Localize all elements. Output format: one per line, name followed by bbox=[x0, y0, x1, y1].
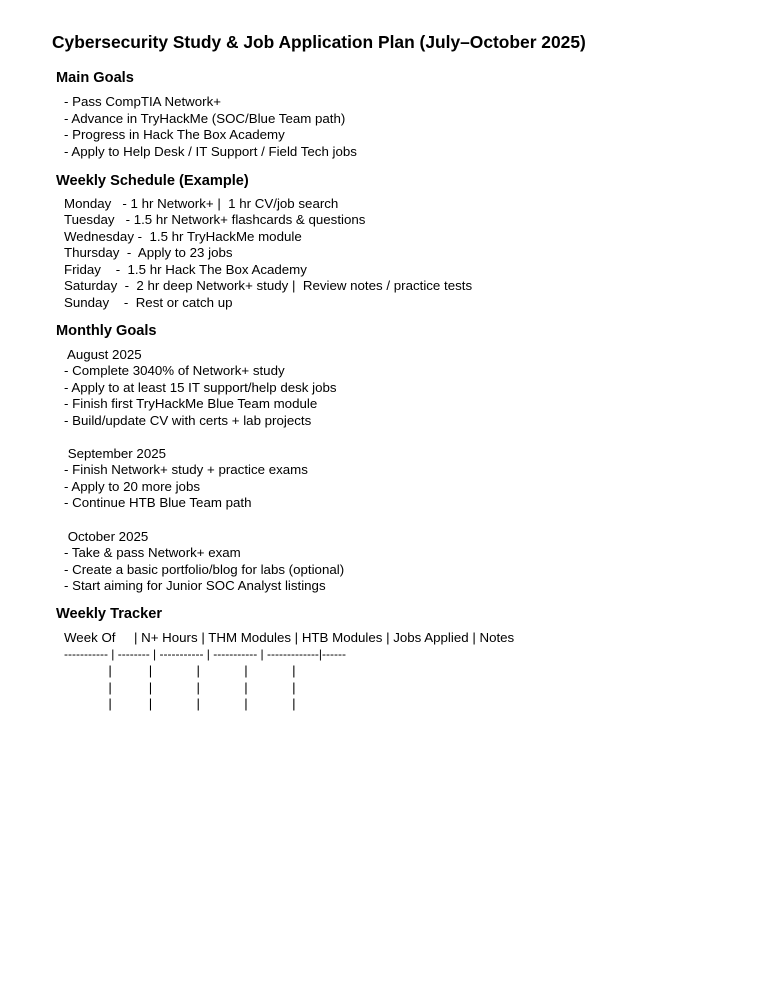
tracker-header-row: Week Of | N+ Hours | THM Modules | HTB Modules | Jobs Applied | Notes bbox=[64, 630, 515, 645]
august-goal-item: - Apply to at least 15 IT support/help desk jobs bbox=[64, 380, 337, 395]
weekly-tracker-heading: Weekly Tracker bbox=[56, 606, 163, 622]
october-goal-item: - Create a basic portfolio/blog for labs (optional) bbox=[64, 562, 345, 577]
month-title-september: September 2025 bbox=[64, 446, 167, 461]
tracker-empty-row: | | | | | bbox=[64, 696, 296, 711]
tracker-empty-row: | | | | | bbox=[64, 663, 296, 678]
october-goal-item: - Take & pass Network+ exam bbox=[64, 545, 241, 560]
september-goal-item: - Continue HTB Blue Team path bbox=[64, 495, 252, 510]
schedule-line-monday: Monday - 1 hr Network+ | 1 hr CV/job search bbox=[64, 196, 339, 211]
tracker-empty-row: | | | | | bbox=[64, 680, 296, 695]
main-goal-item: - Progress in Hack The Box Academy bbox=[64, 127, 285, 142]
month-title-august: August 2025 bbox=[64, 347, 142, 362]
august-goal-item: - Finish first TryHackMe Blue Team module bbox=[64, 396, 318, 411]
tracker-separator-row: ----------- | -------- | ----------- | ----------- | -------------|------ bbox=[64, 647, 347, 661]
document-title: Cybersecurity Study & Job Application Plan (July–October 2025) bbox=[52, 32, 586, 52]
weekly-schedule-heading: Weekly Schedule (Example) bbox=[56, 173, 249, 189]
august-goal-item: - Complete 3040% of Network+ study bbox=[64, 363, 285, 378]
schedule-line-thursday: Thursday - Apply to 23 jobs bbox=[64, 245, 233, 260]
main-goal-item: - Pass CompTIA Network+ bbox=[64, 94, 222, 109]
october-goal-item: - Start aiming for Junior SOC Analyst listings bbox=[64, 578, 326, 593]
september-goal-item: - Apply to 20 more jobs bbox=[64, 479, 200, 494]
main-goals-heading: Main Goals bbox=[56, 70, 134, 86]
monthly-goals-heading: Monthly Goals bbox=[56, 323, 157, 339]
schedule-line-sunday: Sunday - Rest or catch up bbox=[64, 295, 233, 310]
schedule-line-friday: Friday - 1.5 hr Hack The Box Academy bbox=[64, 262, 307, 277]
main-goal-item: - Advance in TryHackMe (SOC/Blue Team path) bbox=[64, 111, 346, 126]
month-title-october: October 2025 bbox=[64, 529, 149, 544]
schedule-line-saturday: Saturday - 2 hr deep Network+ study | Review notes / practice tests bbox=[64, 278, 473, 293]
september-goal-item: - Finish Network+ study + practice exams bbox=[64, 462, 308, 477]
schedule-line-wednesday: Wednesday - 1.5 hr TryHackMe module bbox=[64, 229, 302, 244]
schedule-line-tuesday: Tuesday - 1.5 hr Network+ flashcards & questions bbox=[64, 212, 366, 227]
main-goal-item: - Apply to Help Desk / IT Support / Field Tech jobs bbox=[64, 144, 357, 159]
august-goal-item: - Build/update CV with certs + lab projects bbox=[64, 413, 312, 428]
